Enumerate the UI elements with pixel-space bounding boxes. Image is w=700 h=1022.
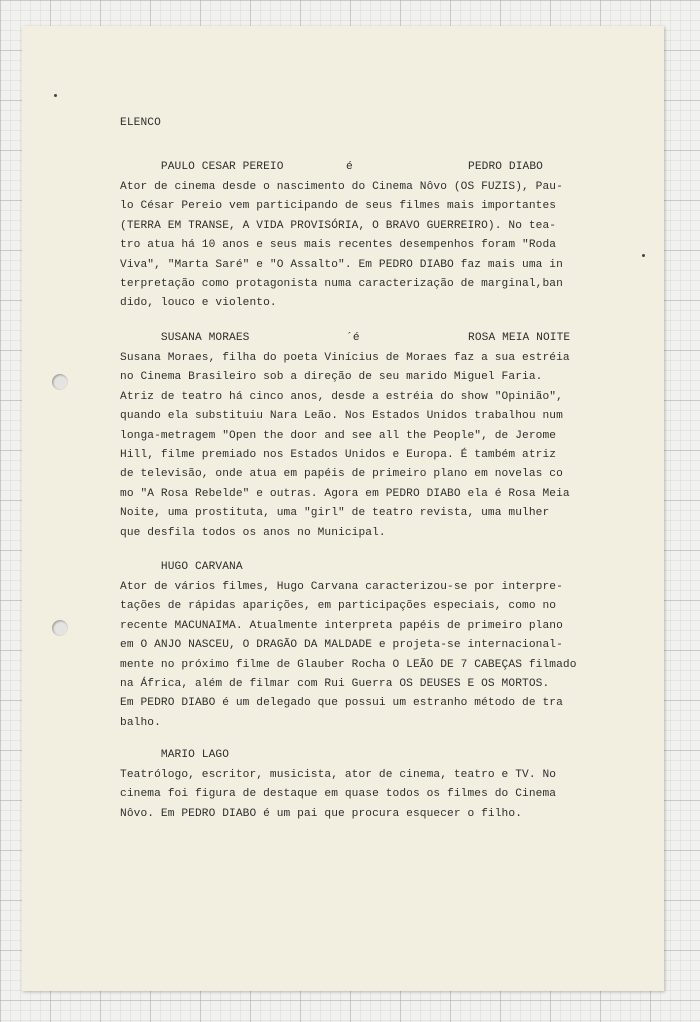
actor-name: PAULO CESAR PEREIO: [160, 161, 284, 173]
paragraph-line: lo César Pereio vem participando de seus filmes mais importantes: [120, 200, 557, 213]
paragraph-line: terpretação como protagonista numa caracterização de marginal,ban: [120, 278, 563, 290]
document-page: [22, 26, 664, 991]
paragraph-line: Viva", "Marta Saré" e "O Assalto". Em PEDRO DIABO faz mais uma in: [120, 258, 563, 271]
paragraph-line: mo "A Rosa Rebelde" e outras. Agora em PEDRO DIABO ela é Rosa Meia: [120, 487, 570, 500]
paragraph-line: Noite, uma prostituta, uma "girl" de teatro revista, uma mulher: [120, 507, 550, 520]
separator: ´é: [346, 332, 360, 344]
paragraph-line: Atriz de teatro há cinco anos, desde a estréia do show "Opinião",: [120, 390, 563, 403]
cast-header-1: [120, 329, 640, 349]
paragraph-line: longa-metragem "Open the door and see all the People", de Jerome: [120, 429, 557, 442]
paragraph-line: na África, além de filmar com Rui Guerra OS DEUSES E OS MORTOS.: [120, 678, 550, 690]
document-heading: ELENCO: [120, 117, 161, 129]
actor-name: HUGO CARVANA: [160, 561, 243, 573]
paragraph-line: Hill, filme premiado nos Estados Unidos e Europa. É também atriz: [120, 449, 557, 461]
paragraph-line: tro atua há 10 anos e seus mais recentes desempenhos foram "Roda: [120, 239, 557, 252]
paragraph-line: no Cinema Brasileiro sob a direção de seu marido Miguel Faria.: [120, 371, 543, 384]
paragraph-line: tações de rápidas aparições, em participações especiais, como no: [120, 600, 557, 613]
cast-header-3: [120, 746, 640, 766]
paragraph-line: recente MACUNAIMA. Atualmente interpreta papéis de primeiro plano: [120, 619, 563, 632]
cast-header-0: [120, 158, 640, 178]
paragraph-line: quando ela substituiu Nara Leão. Nos Estados Unidos trabalhou num: [120, 410, 563, 423]
role-name: PEDRO DIABO: [468, 161, 543, 173]
cast-header-2: [120, 558, 640, 578]
punch-hole-bottom: [52, 620, 68, 636]
paragraph-line: que desfila todos os anos no Municipal.: [120, 526, 386, 539]
paragraph-line: Ator de cinema desde o nascimento do Cinema Nôvo (OS FUZIS), Pau-: [120, 181, 563, 193]
paragraph-line: (TERRA EM TRANSE, A VIDA PROVISÓRIA, O BRAVO GUERREIRO). No tea-: [120, 219, 557, 232]
role-name: ROSA MEIA NOITE: [468, 332, 571, 344]
ink-mark: [54, 94, 57, 97]
paragraph-line: Ator de vários filmes, Hugo Carvana caracterizou-se por interpre-: [120, 581, 563, 593]
paragraph-line: Nôvo. Em PEDRO DIABO é um pai que procura esquecer o filho.: [120, 807, 523, 820]
paragraph-line: cinema foi figura de destaque em quase todos os filmes do Cinema: [120, 788, 557, 801]
paragraph-line: de televisão, onde atua em papéis de primeiro plano em novelas co: [120, 468, 563, 481]
paragraph-line: Teatrólogo, escritor, musicista, ator de cinema, teatro e TV. No: [120, 769, 557, 781]
paragraph-line: Susana Moraes, filha do poeta Vinícius de Moraes faz a sua estréia: [120, 352, 570, 364]
actor-name: SUSANA MORAES: [160, 332, 250, 344]
punch-hole-top: [52, 374, 68, 390]
paragraph-line: mente no próximo filme de Glauber Rocha O LEÃO DE 7 CABEÇAS filmado: [120, 658, 577, 671]
paragraph-line: dido, louco e violento.: [120, 297, 277, 310]
separator: é: [346, 161, 353, 173]
paragraph-line: em O ANJO NASCEU, O DRAGÃO DA MALDADE e projeta-se internacional-: [120, 639, 563, 652]
actor-name: MARIO LAGO: [160, 749, 230, 761]
typed-text: [120, 26, 650, 860]
paragraph-line: Em PEDRO DIABO é um delegado que possui um estranho método de tra: [120, 697, 563, 710]
paragraph-line: balho.: [120, 716, 161, 729]
